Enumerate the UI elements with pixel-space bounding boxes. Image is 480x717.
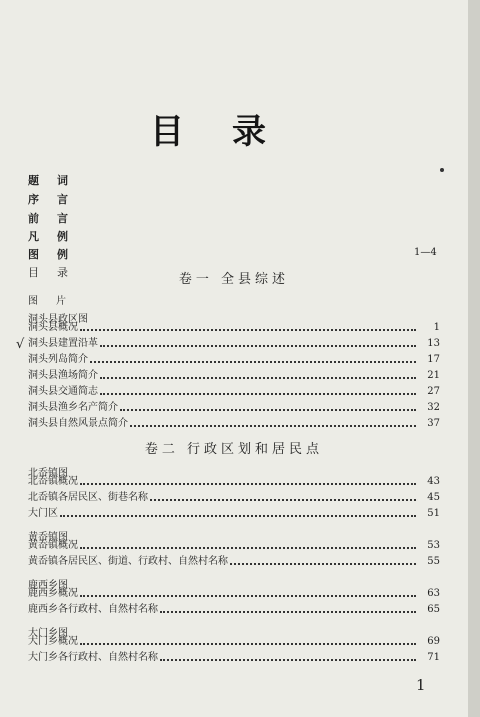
section-label: 图片 [28, 296, 84, 307]
section-label: 黄岙镇图 [28, 532, 68, 543]
front-matter-item: 题词 [28, 174, 86, 187]
volume-heading: 卷一 全县综述 [178, 272, 290, 287]
checkmark-icon: √ [16, 337, 25, 352]
toc-entry: 洞头县交通简志 27 [28, 386, 440, 397]
toc-entry: 黄岙镇概况 53 [28, 540, 440, 551]
front-matter-item: 凡例 [28, 230, 86, 243]
front-matter-item: 序言 [28, 193, 86, 206]
toc-entry: 黄岙镇各居民区、街道、行政村、自然村名称 55 [28, 556, 440, 567]
toc-entry: 北岙镇各居民区、街巷名称 45 [28, 492, 440, 503]
toc-entry: 鹿西乡各行政村、自然村名称 65 [28, 604, 440, 615]
binding-edge [468, 0, 480, 717]
section-label: 北岙镇图 [28, 468, 68, 479]
toc-entry: 洞头县建置沿革 13 [28, 338, 440, 349]
toc-entry: 洞头列岛简介 17 [28, 354, 440, 365]
page-title: 目录 [150, 112, 314, 152]
front-matter-item: 前言 [28, 212, 86, 225]
toc-entry: 北岙镇概况 43 [28, 476, 440, 487]
toc-entry: 鹿西乡概况 63 [28, 588, 440, 599]
toc-entry: 洞头县自然风景点简介 37 [28, 418, 440, 429]
toc-entry: 洞头县概况 1 [28, 322, 440, 333]
front-matter-item: 图例 [28, 248, 86, 261]
section-label: 鹿西乡图 [28, 580, 68, 591]
toc-entry: 洞头县渔场简介 21 [28, 370, 440, 381]
toc-entry: 大门区 51 [28, 508, 440, 519]
section-label: 大门乡图 [28, 628, 68, 639]
toc-entry: 大门乡概况 69 [28, 636, 440, 647]
ink-dot [440, 168, 444, 172]
front-matter-item: 目录 [28, 266, 86, 279]
toc-entry: 大门乡各行政村、自然村名称 71 [28, 652, 440, 663]
section-label: 洞头县政区图 [28, 314, 88, 325]
front-matter-pages: 1—4 [414, 247, 437, 258]
page-number: 1 [416, 676, 426, 694]
volume-heading: 卷二 行政区划和居民点 [144, 442, 324, 457]
toc-entry: 洞头县渔乡名产简介 32 [28, 402, 440, 413]
